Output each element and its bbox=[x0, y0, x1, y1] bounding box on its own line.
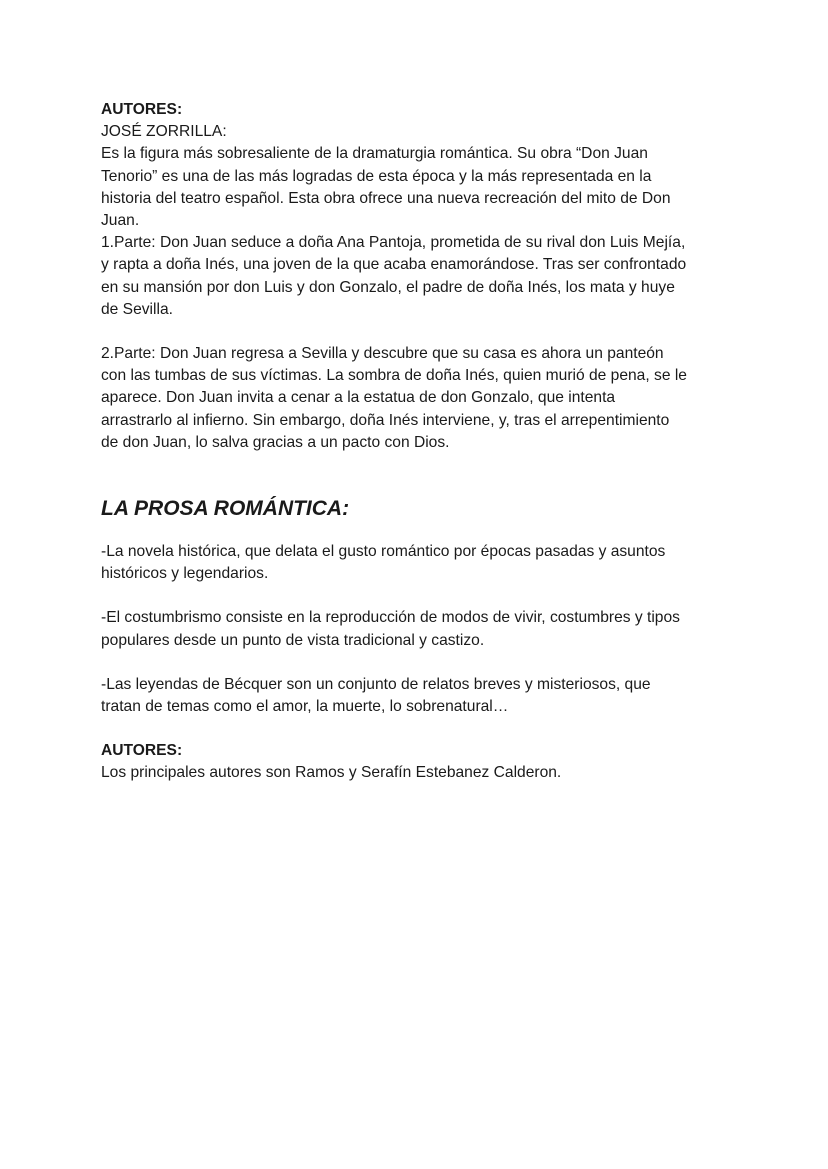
costumbrismo-paragraph bbox=[101, 607, 741, 651]
prosa-romantica-title: LA PROSA ROMÁNTICA: bbox=[101, 497, 350, 521]
spacer bbox=[101, 321, 741, 343]
parte1-paragraph bbox=[101, 232, 741, 321]
spacer bbox=[101, 585, 741, 607]
text-line: historia del teatro español. Esta obra ofrece una nueva recreación del mito de Don bbox=[101, 189, 671, 207]
text-line: -La novela histórica, que delata el gusto romántico por épocas pasadas y asuntos bbox=[101, 543, 666, 561]
text-line: 1.Parte: Don Juan seduce a doña Ana Pantoja, prometida de su rival don Luis Mejía, bbox=[101, 234, 686, 252]
autores-text: Los principales autores son Ramos y Serafín Estebanez Calderon. bbox=[101, 764, 562, 782]
parte2-paragraph bbox=[101, 343, 741, 454]
zorrilla-intro-paragraph bbox=[101, 143, 741, 232]
text-line: tratan de temas como el amor, la muerte, lo sobrenatural… bbox=[101, 698, 509, 716]
text-line: Tenorio” es una de las más logradas de esta época y la más representada en la bbox=[101, 167, 652, 185]
text-line: 2.Parte: Don Juan regresa a Sevilla y descubre que su casa es ahora un panteón bbox=[101, 345, 664, 363]
text-line: Juan. bbox=[101, 212, 140, 230]
text-line: arrastrarlo al infierno. Sin embargo, doña Inés interviene, y, tras el arrepentimiento bbox=[101, 411, 670, 429]
novela-historica-paragraph bbox=[101, 541, 741, 585]
text-line: con las tumbas de sus víctimas. La sombra de doña Inés, quien murió de pena, se le bbox=[101, 367, 687, 385]
text-line: históricos y legendarios. bbox=[101, 565, 269, 583]
text-line: -El costumbrismo consiste en la reproducción de modos de vivir, costumbres y tipos bbox=[101, 609, 680, 627]
text-line: y rapta a doña Inés, una joven de la que acaba enamorándose. Tras ser confrontado bbox=[101, 256, 687, 274]
autores-heading: AUTORES: bbox=[101, 101, 183, 118]
author-name: JOSÉ ZORRILLA: bbox=[101, 123, 227, 141]
spacer bbox=[101, 523, 741, 541]
text-line: -Las leyendas de Bécquer son un conjunto de relatos breves y misteriosos, que bbox=[101, 675, 651, 693]
spacer bbox=[101, 718, 741, 740]
text-line: populares desde un punto de vista tradicional y castizo. bbox=[101, 631, 485, 649]
document-page bbox=[101, 99, 741, 785]
spacer bbox=[101, 652, 741, 674]
text-line: Es la figura más sobresaliente de la dramaturgia romántica. Su obra “Don Juan bbox=[101, 145, 648, 163]
leyendas-paragraph bbox=[101, 674, 741, 718]
text-line: en su mansión por don Luis y don Gonzalo, el padre de doña Inés, los mata y huye bbox=[101, 278, 675, 296]
text-line: aparece. Don Juan invita a cenar a la estatua de don Gonzalo, que intenta bbox=[101, 389, 616, 407]
text-line: de don Juan, lo salva gracias a un pacto con Dios. bbox=[101, 433, 450, 451]
autores-heading-2: AUTORES: bbox=[101, 742, 183, 760]
text-line: de Sevilla. bbox=[101, 300, 173, 318]
